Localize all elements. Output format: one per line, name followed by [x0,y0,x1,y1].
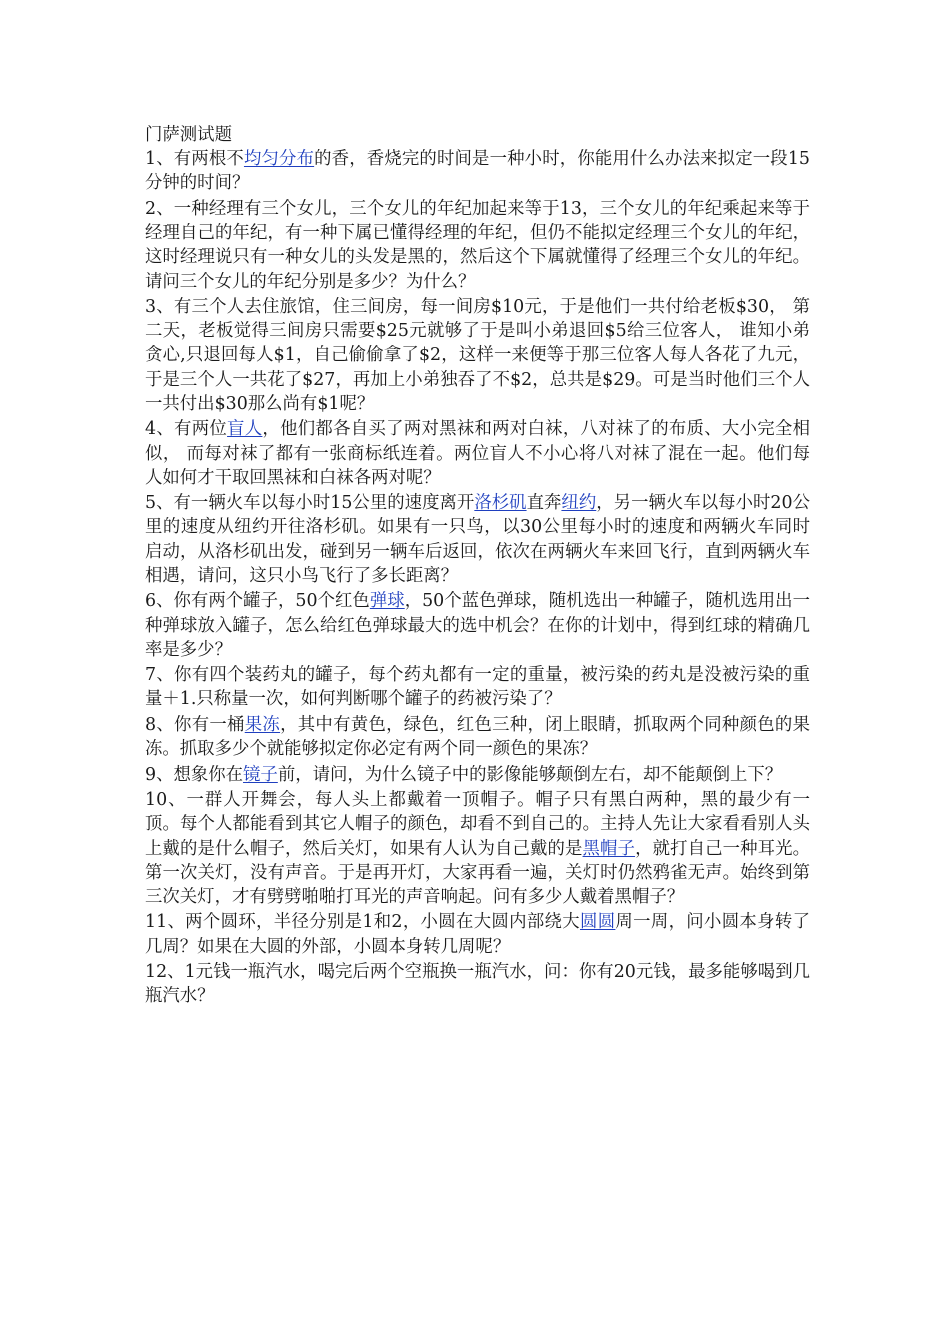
question-text: 3、有三个人去住旅馆，住三间房，每一间房$10元，于是他们一共付给老板$30， 第二天，老板觉得三间房只需要$25元就够了于是叫小弟退回$5给三位客人， 谁知小弟贪心,只退回每人$1，自己偷偷拿了$2，这样一来便等于那三位客人每人各花了九元， 于是三个人一共花了$27，再加上小弟独吞了不$2，总共是$29。可是当时他们三个人一共付出$30那么尚有$1呢？ [145,297,810,414]
question-5 [145,491,810,588]
question-text: 周一周，问小圆本身转了几周？如果在大圆的外部，小圆本身转几周呢？ [145,912,810,957]
question-10 [145,788,810,909]
question-text: 4、有两位 [145,419,228,440]
question-text: 11、两个圆环，半径分别是1和2，小圆在大圆内部绕大 [145,912,580,933]
question-text: 直奔 [526,493,562,514]
question-text: 10、一群人开舞会，每人头上都戴着一顶帽子。帽子只有黑白两种，黑的最少有一顶。每个人都能看到其它人帽子的颜色，却看不到自己的。主持人先让大家看看别人头上戴的是什么帽子，然后关灯，如果有人认为自己戴的是 [145,790,810,859]
question-3 [145,295,810,416]
question-text: 9、想象你在 [145,764,244,785]
question-1 [145,147,810,195]
question-text: ，就打自己一种耳光。第一次关灯，没有声音。于是再开灯，大家再看一遍，关灯时仍然鸦雀无声。始终到第三次关灯，才有劈劈啪啪打耳光的声音响起。问有多少人戴着黑帽子？ [145,838,810,907]
question-text: 1、有两根不 [145,149,244,170]
hyperlink[interactable]: 洛杉矶 [474,493,527,514]
question-text: 7、你有四个装药丸的罐子，每个药丸都有一定的重量，被污染的药丸是没被污染的重量＋1.只称量一次，如何判断哪个罐子的药被污染了？ [145,665,810,710]
question-6 [145,589,810,662]
hyperlink[interactable]: 镜子 [243,764,278,785]
question-7 [145,663,810,711]
question-text: 前，请问，为什么镜子中的影像能够颠倒左右，却不能颠倒上下？ [277,764,783,785]
hyperlink[interactable]: 弹球 [369,591,405,612]
question-2 [145,197,810,294]
question-text: 8、你有一桶 [145,714,245,735]
hyperlink[interactable]: 纽约 [561,493,597,514]
hyperlink[interactable]: 盲人 [227,419,263,440]
question-text: 12、1元钱一瓶汽水，喝完后两个空瓶换一瓶汽水，问：你有20元钱，最多能够喝到几瓶汽水？ [145,962,810,1007]
question-text: ，他们都各自买了两对黑袜和两对白袜，八对袜了的布质、大小完全相似， 而每对袜了都有一张商标纸连着。两位盲人不小心将八对袜了混在一起。他们每人如何才干取回黑袜和白袜各两对呢？ [145,419,810,488]
question-text: 的香，香烧完的时间是一种小时，你能用什么办法来拟定一段15分钟的时间？ [145,149,810,194]
hyperlink[interactable]: 果冻 [244,714,281,735]
question-text: ，另一辆火车以每小时20公里的速度从纽约开往洛杉矶。如果有一只鸟，以30公里每小时的速度和两辆火车同时启动，从洛杉矶出发，碰到另一辆车后返回，依次在两辆火车来回飞行，直到两辆火车相遇，请问，这只小鸟飞行了多长距离？ [145,493,810,586]
question-11 [145,910,810,958]
document-page [145,123,810,1010]
question-9 [145,763,810,787]
hyperlink[interactable]: 均匀分布 [243,149,315,170]
question-text: 2、一种经理有三个女儿，三个女儿的年纪加起来等于13，三个女儿的年纪乘起来等于经理自己的年纪，有一种下属已懂得经理的年纪，但仍不能拟定经理三个女儿的年纪，这时经理说只有一种女儿的头发是黑的，然后这个下属就懂得了经理三个女儿的年纪。请问三个女儿的年纪分别是多少？为什么？ [145,198,810,292]
question-text: ，50个蓝色弹球，随机选出一种罐子，随机选用出一种弹球放入罐子，怎么给红色弹球最大的选中机会？在你的计划中，得到红球的精确几率是多少？ [145,591,810,660]
page-title: 门萨测试题 [145,125,232,145]
hyperlink[interactable]: 黑帽子 [582,838,636,859]
question-4 [145,417,810,490]
hyperlink[interactable]: 圆圆 [579,912,616,933]
question-12 [145,960,810,1008]
question-list [145,147,810,1008]
question-text: 6、你有两个罐子，50个红色 [145,591,370,612]
question-8 [145,713,810,761]
question-text: 5、有一辆火车以每小时15公里的速度离开 [145,493,475,514]
question-text: ，其中有黄色，绿色，红色三种，闭上眼睛，抓取两个同种颜色的果冻。抓取多少个就能够拟定你必定有两个同一颜色的果冻？ [145,714,810,760]
